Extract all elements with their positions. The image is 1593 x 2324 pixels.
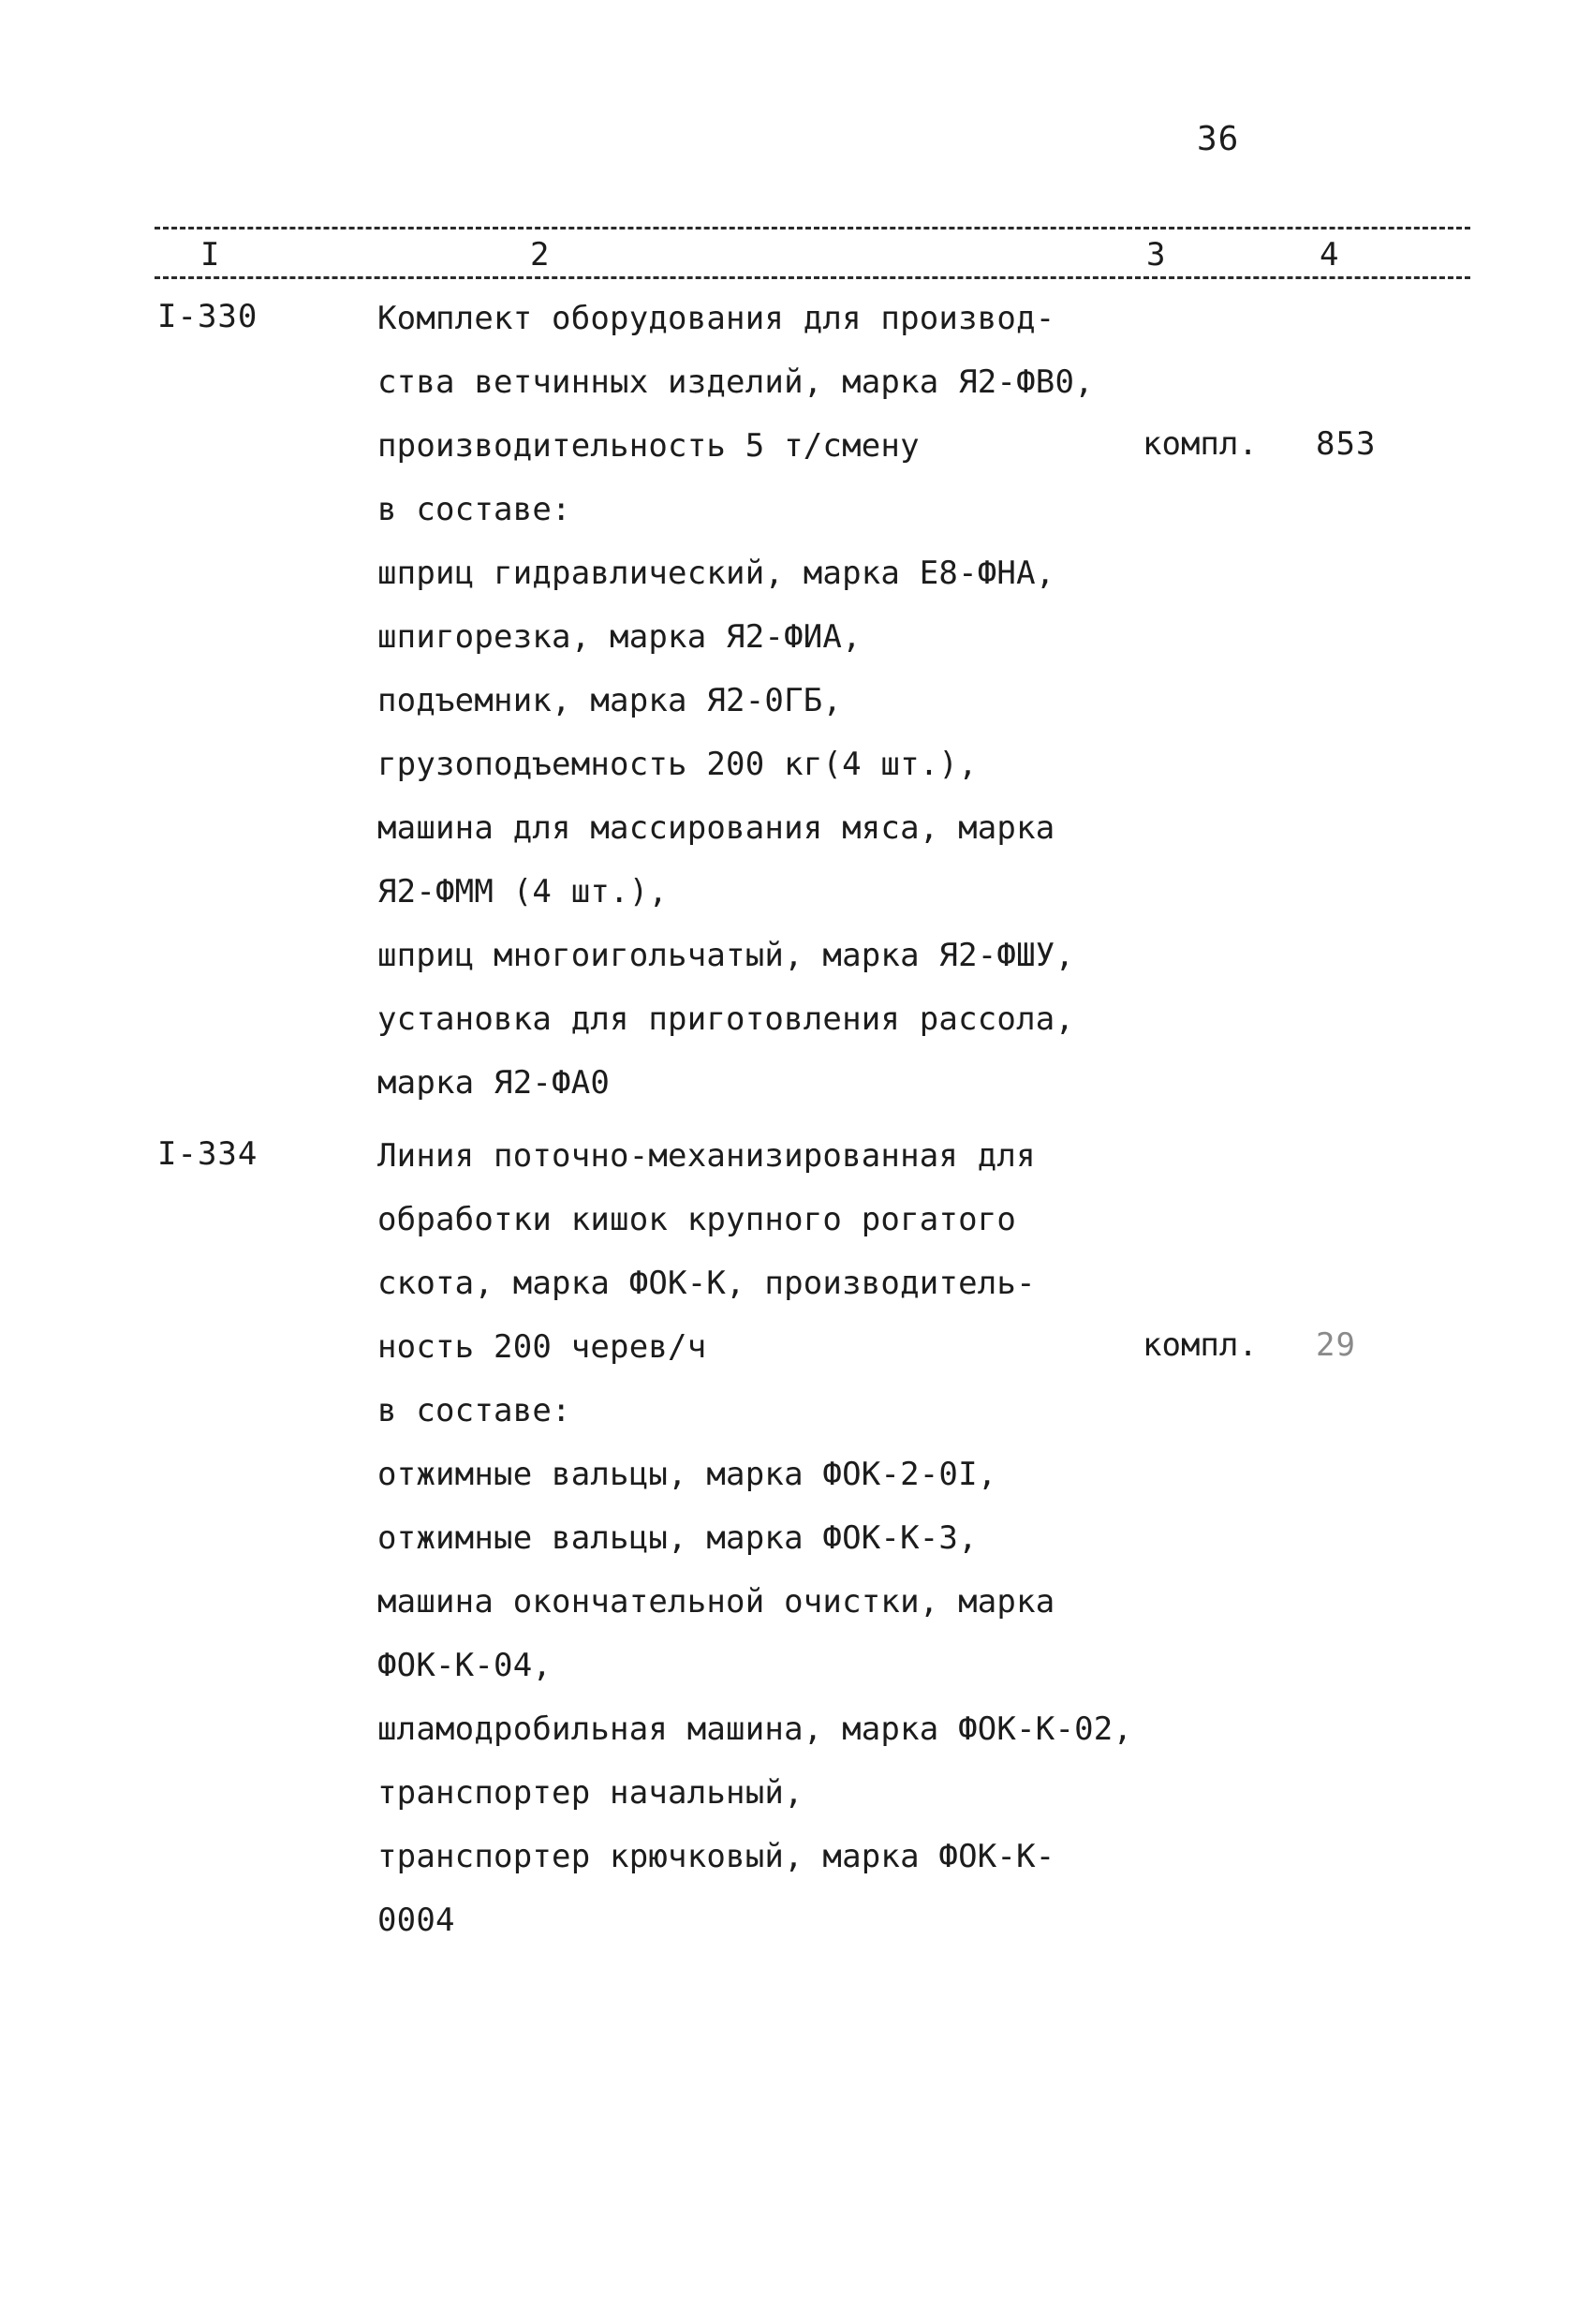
quantity-cell: 29 <box>1316 1326 1356 1364</box>
description-line: Линия поточно-механизированная для <box>377 1137 1036 1175</box>
description-line: в составе: <box>377 491 571 528</box>
column-number-2: 2 <box>526 236 553 274</box>
description-line: отжимные вальцы, марка ФОК-2-0I, <box>377 1456 997 1493</box>
description-line: подъемник, марка Я2-0ГБ, <box>377 682 843 719</box>
description-line: 0004 <box>377 1902 455 1939</box>
description-line: Я2-ФММ (4 шт.), <box>377 873 669 910</box>
quantity-cell: 853 <box>1316 425 1377 463</box>
entry-code: I-330 <box>157 298 258 335</box>
column-number-4: 4 <box>1316 236 1342 274</box>
description-line: машина окончательной очистки, марка <box>377 1583 1055 1621</box>
column-number-3: 3 <box>1143 236 1169 274</box>
description-line: марка Я2-ФА0 <box>377 1064 611 1102</box>
description-line: шпигорезка, марка Я2-ФИА, <box>377 618 862 656</box>
unit-cell: компл. <box>1143 1326 1258 1364</box>
column-number-1: I <box>197 236 223 274</box>
entry-description <box>377 1124 1132 1952</box>
description-line: шприц многоигольчатый, марка Я2-ФШУ, <box>377 937 1075 974</box>
description-line: ность 200 черев/ч <box>377 1328 707 1366</box>
unit-cell: компл. <box>1143 425 1258 463</box>
description-line: шламодробильная машина, марка ФОК-К-02, <box>377 1710 1133 1748</box>
description-line: грузоподъемность 200 кг(4 шт.), <box>377 746 978 783</box>
description-line: машина для массирования мяса, марка <box>377 809 1055 847</box>
description-line: в составе: <box>377 1392 571 1429</box>
header-dash-line-bottom <box>155 276 1470 279</box>
description-line: Комплект оборудования для производ- <box>377 300 1055 337</box>
description-line: скота, марка ФОК-К, производитель- <box>377 1265 1036 1302</box>
entry-code: I-334 <box>157 1135 258 1173</box>
description-line: установка для приготовления рассола, <box>377 1000 1075 1038</box>
page-number: 36 <box>1197 120 1240 158</box>
description-line: шприц гидравлический, марка Е8-ФНА, <box>377 555 1055 592</box>
description-line: отжимные вальцы, марка ФОК-К-3, <box>377 1519 978 1557</box>
description-line: ства ветчинных изделий, марка Я2-ФВ0, <box>377 363 1094 401</box>
header-dash-line-top <box>155 227 1470 229</box>
description-line: обработки кишок крупного рогатого <box>377 1201 1017 1238</box>
entry-description <box>377 287 1094 1115</box>
description-line: транспортер начальный, <box>377 1774 804 1812</box>
description-line: транспортер крючковый, марка ФОК-К- <box>377 1838 1055 1875</box>
description-line: производительность 5 т/смену <box>377 427 920 465</box>
description-line: ФОК-К-04, <box>377 1647 553 1684</box>
